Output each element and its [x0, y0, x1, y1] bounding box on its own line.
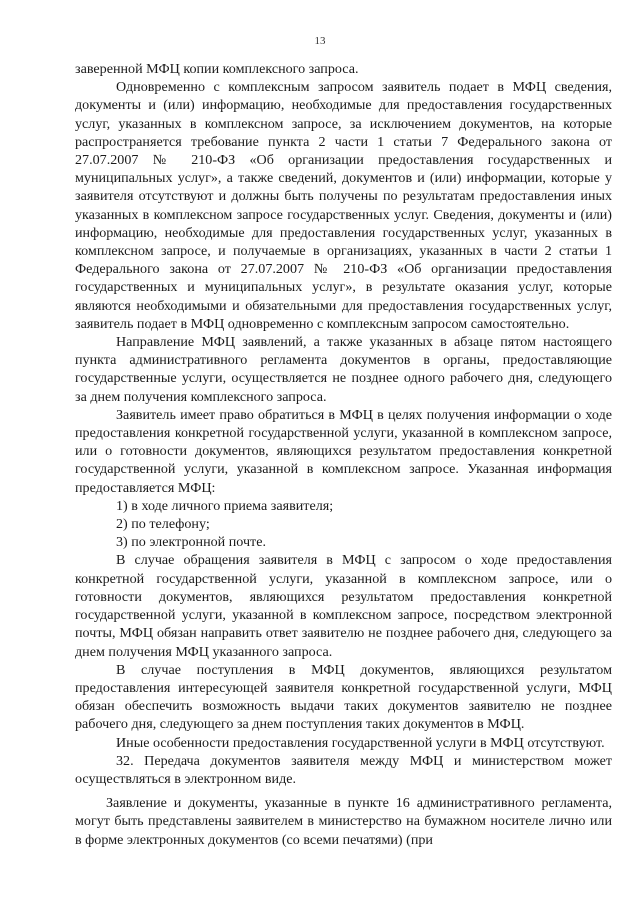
- paragraph-right-to-information: Заявитель имеет право обратиться в МФЦ в целях получения информации о ходе предоставления конкретной государственной услуги, указанной в комплексном запросе, или о готовности документов, являющихся результатом предоставления конкретной государственной услуги, указанной в комплексном запросе. Указанная информация предоставляется МФЦ:: [75, 406, 612, 496]
- list-item-email: 3) по электронной почте.: [116, 534, 266, 551]
- paragraph-application-submission: Заявление и документы, указанные в пункте 16 административного регламента, могут быть представлены заявителем в министерство на бумажном носителе лично или в форме электронных документов (со всеми печатями) (при: [75, 795, 612, 848]
- paragraph-continuation: заверенной МФЦ копии комплексного запроса.: [75, 61, 359, 77]
- paragraph-point-32: 32. Передача документов заявителя между МФЦ и министерством может осуществляться в электронном виде.: [75, 752, 612, 787]
- paragraph-other-features: Иные особенности предоставления государственной услуги в МФЦ отсутствуют.: [116, 734, 605, 751]
- document-body: [75, 60, 612, 849]
- paragraph-document-issuance: В случае поступления в МФЦ документов, являющихся результатом предоставления интересующей заявителя конкретной государственной услуги, МФЦ обязан обеспечить возможность выдачи таких документов заявителю не позднее рабочего дня, следующего за днем поступления таких документов в МФЦ.: [75, 661, 612, 733]
- paragraph-email-response: В случае обращения заявителя в МФЦ с запросом о ходе предоставления конкретной государственной услуги, указанной в комплексном запросе, или о готовности документов, являющихся результатом предоставления конкретной государственной услуги, указанной в комплексном запросе, посредством электронной почты, МФЦ обязан направить ответ заявителю не позднее рабочего дня, следующего за днем получения МФЦ указанного запроса.: [75, 552, 612, 660]
- paragraph-sending-applications: Направление МФЦ заявлений, а также указанных в абзаце пятом настоящего пункта административного регламента документов в органы, предоставляющие государственные услуги, осуществляется не позднее одного рабочего дня, следующего за днем получения комплексного запроса.: [75, 334, 612, 405]
- paragraph-simultaneous-submission: Одновременно с комплексным запросом заявитель подает в МФЦ сведения, документы и (или) информацию, необходимые для предоставления государственных услуг, указанных в комплексном запросе, за исключением документов, на которые распространяется требование пункта 2 части 1 статьи 7 Федерального закона от 27.07.2007 № 210-ФЗ «Об организации предоставления государственных и муниципальных услуг», а также сведений, документов и (или) информации, которые у заявителя отсутствуют и должны быть получены по результатам предоставления иных указанных в комплексном запросе государственных услуг. Сведения, документы и (или) информацию, необходимые для предоставления государственных услуг, указанных в комплексном запросе, и получаемые в организациях, указанных в части 2 статьи 1 Федерального закона от 27.07.2007 № 210-ФЗ «Об организации предоставления государственных и муниципальных услуг», в результате оказания услуг, которые являются необходимыми и обязательными для предоставления государственных услуг, заявитель подает в МФЦ одновременно с комплексным запросом самостоятельно.: [75, 79, 612, 332]
- page-number: 13: [314, 35, 326, 47]
- list-item-phone: 2) по телефону;: [116, 516, 210, 533]
- list-item-personal-reception: 1) в ходе личного приема заявителя;: [116, 497, 334, 514]
